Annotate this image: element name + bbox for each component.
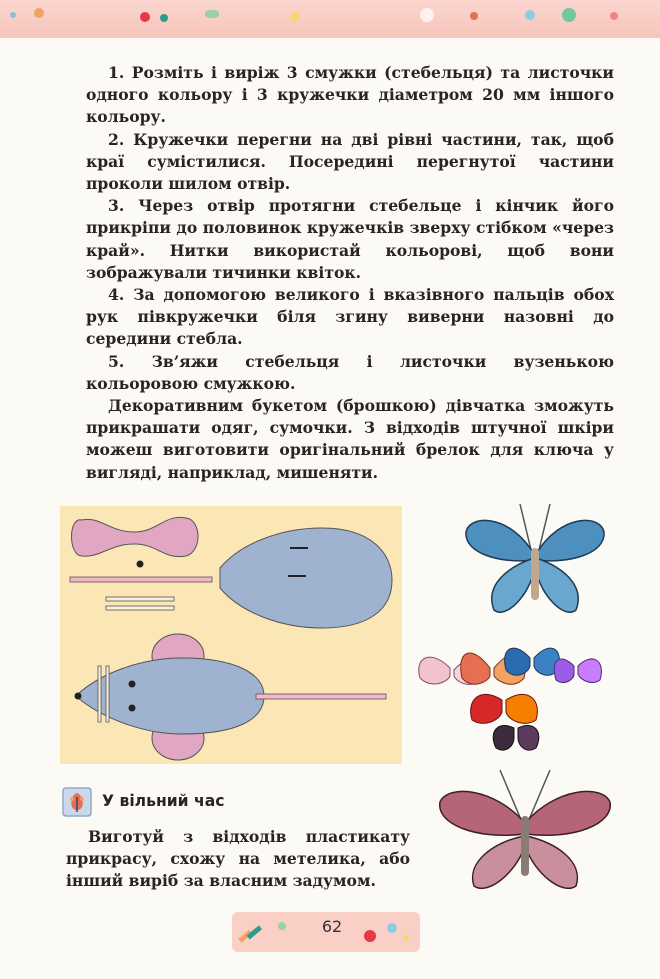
leisure-paragraph: Виготуй з відходів пластикату прикрасу, схожу на метелика, або інший виріб за власним задумом. — [66, 827, 410, 890]
butterfly-photo-pink — [430, 762, 620, 902]
leisure-title: У вільний час — [102, 792, 225, 810]
body-pattern — [220, 528, 392, 628]
header-decoration — [0, 0, 660, 38]
leisure-text — [66, 826, 410, 892]
instruction-step-1: 1. Розміть і виріж 3 смужки (стебельця) та листочки одного кольору і 3 кружечки діаметром 20 мм іншого кольору. — [86, 63, 614, 127]
keychain-paragraph: Декоративним букетом (брошкою) дівчатка зможуть прикрашати одяг, сумочки. З відходів штучної шкіри можеш виготовити оригінальний брелок для ключа у вигляді, наприклад, мишеняти. — [86, 396, 614, 482]
butterfly-photo-blue — [450, 484, 620, 624]
mouse-pattern-svg — [60, 506, 402, 764]
butterflies-photo-group — [410, 628, 620, 758]
instruction-step-4: 4. За допомогою великого і вказівного пальців обох рук півкружечки біля згину виверни назовні до середини стебла. — [86, 285, 614, 349]
mouse-craft-illustration — [60, 506, 402, 764]
instruction-step-2: 2. Кружечки перегни на дві рівні частини, так, щоб краї сумістилися. Посередині перегнутої частини проколи шилом отвір. — [86, 129, 614, 194]
ears-pattern — [72, 517, 199, 556]
instruction-step-3: 3. Через отвір протягни стебельце і кінчик його прикріпи до половинок кружечків зверху стібком «через край». Нитки використай кольорові, щоб вони зображували тичинки квіток. — [86, 196, 614, 282]
instructions-text — [86, 62, 614, 484]
page-number: 62 — [321, 917, 343, 936]
leisure-icon — [62, 787, 92, 817]
instruction-step-5: 5. Зв’яжи стебельця і листочки вузенькою кольоровою смужкою. — [86, 351, 614, 393]
